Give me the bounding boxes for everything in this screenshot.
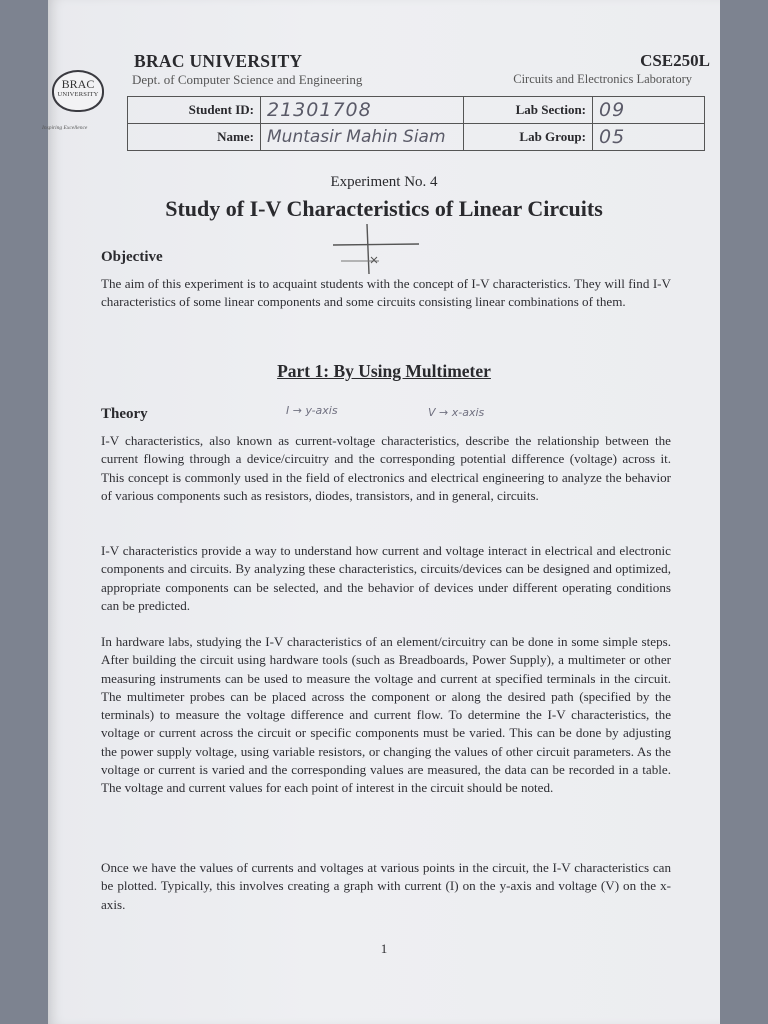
page-number: 1 [380, 941, 388, 956]
lab-name: Circuits and Electronics Laboratory [513, 72, 692, 86]
department-name: Dept. of Computer Science and Engineering [132, 72, 363, 87]
objective-text: The aim of this experiment is to acquaint students with the concept of I-V characteristics. They will find I-V characteristics of some linear components and some circuits consisting linear combinations of them. [101, 276, 671, 310]
part1-heading: Part 1: By Using Multimeter [277, 361, 491, 381]
handwritten-axis-sketch [331, 224, 421, 276]
student-info-table [127, 96, 705, 151]
theory-paragraph-4: Once we have the values of currents and voltages at various points in the circuit, the I-V characteristics can be plotted. Typically, this involves creating a graph with current (I) on the y-axis and voltage (V) on the x-axis. [101, 860, 671, 912]
handwritten-note-current: I → y-axis [286, 404, 338, 417]
lab-section-label: Lab Section: [464, 97, 593, 124]
course-code: CSE250L [640, 51, 710, 70]
lab-section-value: 09 [599, 99, 626, 121]
theory-paragraph-1: I-V characteristics, also known as current-voltage characteristics, describe the relationship between the current flowing through a device/circuitry and the corresponding potential difference (voltage) across it. This concept is commonly used in the field of electronics and electrical engineering to analyze the behavior of various components such as resistors, diodes, transistors, and in general, circuits. [101, 433, 671, 503]
name-label: Name: [128, 124, 261, 151]
logo-text: BRAC [61, 77, 95, 91]
document-page [42, 0, 720, 1024]
experiment-title: Study of I-V Characteristics of Linear Circuits [165, 196, 603, 221]
lab-group-label: Lab Group: [464, 124, 593, 151]
name-value: Muntasir Mahin Siam [267, 127, 446, 147]
logo-tagline: Inspiring Excellence [42, 125, 88, 131]
university-logo [52, 70, 104, 112]
student-id-value: 21301708 [267, 99, 372, 121]
theory-paragraph-2: I-V characteristics provide a way to understand how current and voltage interact in electrical and electronic components and circuits. By analyzing these characteristics, circuits/devices can be designed and optimized, appropriate components can be selected, and the behavior of devices under different operating conditions can be predicted. [101, 543, 671, 613]
student-id-label: Student ID: [128, 97, 261, 124]
theory-heading: Theory [101, 406, 148, 422]
experiment-number: Experiment No. 4 [330, 174, 438, 190]
university-name: BRAC UNIVERSITY [134, 51, 303, 71]
objective-heading: Objective [101, 249, 163, 265]
logo-subtext: UNIVERSITY [57, 91, 99, 98]
theory-paragraph-3: In hardware labs, studying the I-V characteristics of an element/circuitry can be done in some simple steps. After building the circuit using hardware tools (such as Breadboards, Power Supply), a multimeter or other measuring instruments can be used to measure the voltage and current at specified terminals in the circuit. The multimeter probes can be placed across the component or along the desired path (specified by the terminals) to measure the voltage difference and current flow. To determine the I-V characteristics, the voltage or current across the circuit or specific components must be varied. This can be done by adjusting the power supply voltage, using variable resistors, or changing the values of other circuit parameters. As the voltage or current is varied and the corresponding values are measured, the data can be recorded in a table. The voltage and current values for each point of interest in the circuit should be noted. [101, 634, 671, 796]
lab-group-value: 05 [599, 126, 626, 148]
handwritten-note-voltage: V → x-axis [428, 406, 485, 419]
